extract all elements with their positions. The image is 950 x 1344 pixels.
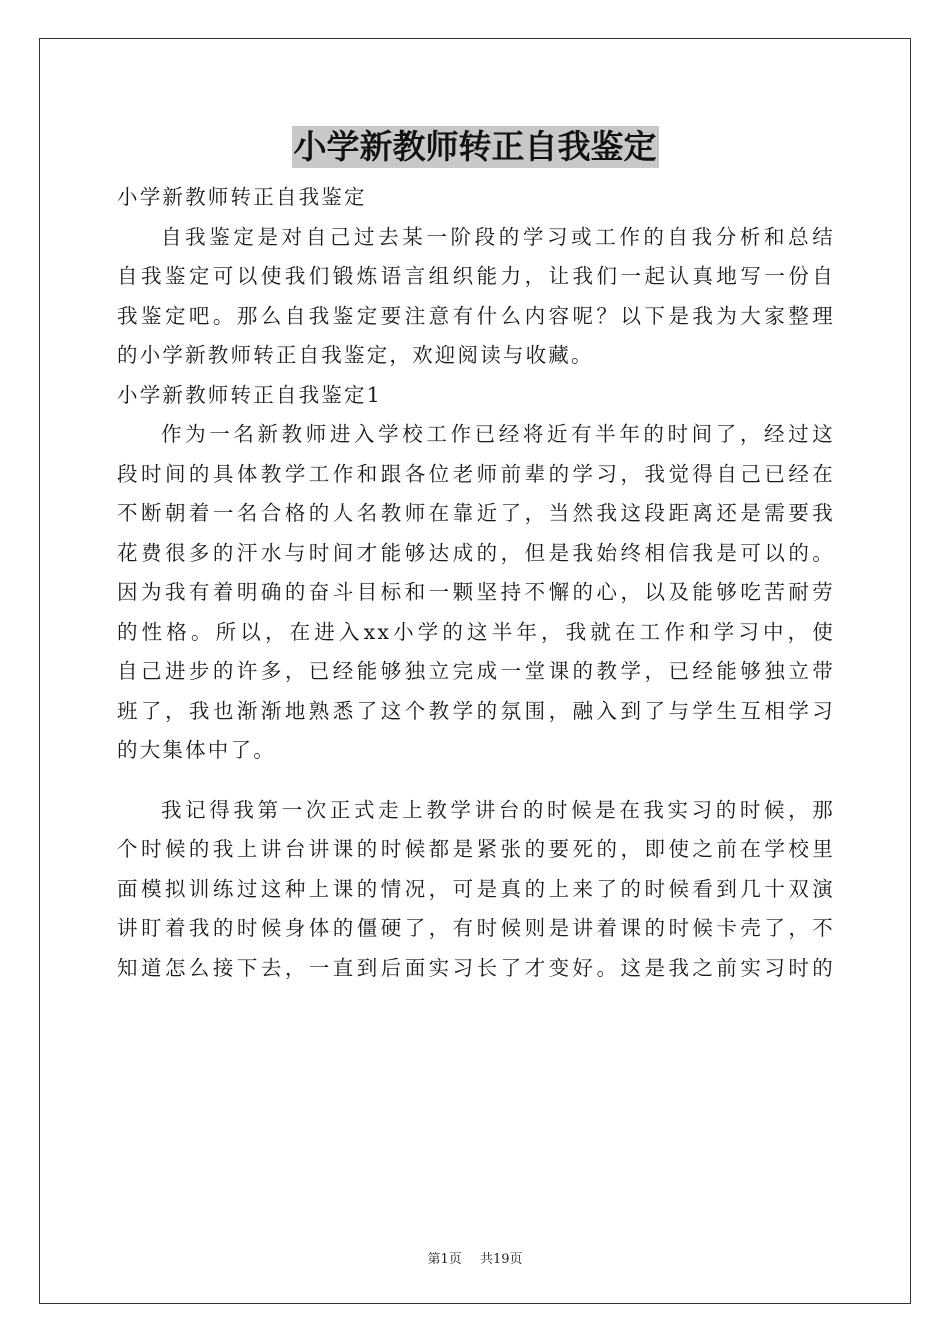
text-line: 花费很多的汗水与时间才能够达成的，但是我始终相信我是可以的。 (117, 540, 835, 565)
intro-paragraph (117, 218, 835, 376)
text-line: 个时候的我上讲台讲课的时候都是紧张的要死的，即使之前在学校里 (117, 837, 835, 861)
page-number: 第1页 (427, 1252, 462, 1267)
text-line: 我记得我第一次正式走上教学讲台的时候是在我实习的时候，那 (161, 797, 835, 822)
paragraph-1 (117, 415, 835, 771)
text-line: 的性格。所以，在进入xx小学的这半年，我就在工作和学习中，使 (117, 619, 835, 644)
document-subtitle: 小学新教师转正自我鉴定 (117, 185, 367, 209)
page-total: 共19页 (479, 1252, 523, 1267)
page-footer (0, 1248, 950, 1267)
text-line: 自我鉴定可以使我们锻炼语言组织能力，让我们一起认真地写一份自 (117, 264, 835, 288)
text-line: 班了，我也渐渐地熟悉了这个教学的氛围，融入到了与学生互相学习 (117, 698, 835, 723)
text-line: 讲盯着我的时候身体的僵硬了，有时候则是讲着课的时候卡壳了，不 (117, 916, 835, 940)
document-title: 小学新教师转正自我鉴定 (293, 127, 657, 166)
text-line: 因为我有着明确的奋斗目标和一颗坚持不懈的心，以及能够吃苦耐劳 (117, 580, 835, 604)
text-line: 段时间的具体教学工作和跟各位老师前辈的学习，我觉得自己已经在 (117, 461, 835, 486)
text-line: 面模拟训练过这种上课的情况，可是真的上来了的时候看到几十双演 (117, 876, 835, 901)
paragraph-gap (117, 771, 835, 791)
paragraph-2 (117, 791, 835, 989)
text-line: 知道怎么接下去，一直到后面实习长了才变好。这是我之前实习时的 (117, 955, 835, 980)
text-line: 我鉴定吧。那么自我鉴定要注意有什么内容呢？以下是我为大家整理 (117, 303, 835, 328)
text-line: 自己进步的许多，已经能够独立完成一堂课的教学，已经能够独立带 (117, 659, 835, 683)
text-line: 自我鉴定是对自己过去某一阶段的学习或工作的自我分析和总结 (161, 224, 835, 249)
title-wrap (0, 126, 950, 168)
text-line: 不断朝着一名合格的人名教师在靠近了，当然我这段距离还是需要我 (117, 501, 835, 525)
text-line: 作为一名新教师进入学校工作已经将近有半年的时间了，经过这 (161, 422, 835, 446)
text-line: 的小学新教师转正自我鉴定，欢迎阅读与收藏。 (117, 343, 594, 367)
document-body (117, 178, 835, 988)
text-line: 的大集体中了。 (117, 738, 276, 762)
section-heading: 小学新教师转正自我鉴定1 (117, 382, 382, 407)
